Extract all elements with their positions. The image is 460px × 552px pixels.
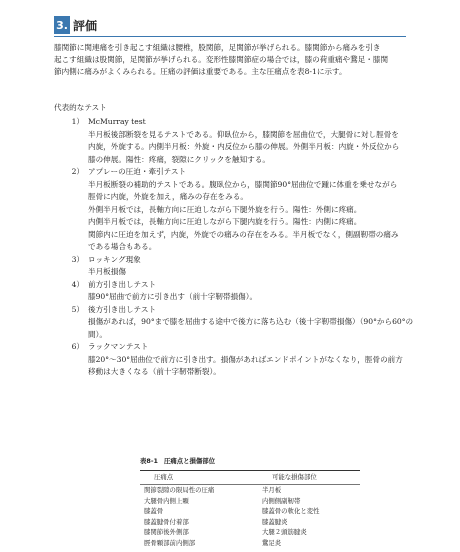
test-item (60, 116, 420, 166)
test-description-line: 膝90°屈曲で前方に引き出す（前十字靭帯損傷）。 (88, 292, 258, 301)
intro-paragraph (54, 42, 414, 78)
table-row (140, 527, 360, 538)
test-item (60, 279, 420, 304)
table-cell: 内側側副靭帯 (262, 496, 301, 505)
table-cell: 膝蓋腱炎 (262, 517, 288, 526)
intro-line: 節内側に痛みがよくみられる。圧痛の評価は重要である。主な圧痛点を表8-1に示す。 (54, 67, 347, 76)
table-cell: 大腿骨内側上顆 (144, 496, 189, 505)
section-title: 評価 (73, 18, 98, 33)
test-description-line: 間）。 (88, 329, 107, 339)
table-caption (140, 456, 360, 466)
table-header-row (140, 471, 360, 484)
test-name: 前方引き出しテスト (88, 279, 157, 289)
table-cell: 大腿２頭筋腱炎 (262, 528, 307, 536)
section-divider (54, 36, 406, 37)
tests-subtitle: 代表的なテスト (54, 103, 107, 112)
tenderness-table (140, 456, 360, 548)
table-row (140, 485, 360, 496)
test-number: 4） (71, 279, 84, 289)
test-name: ラックマンテスト (88, 342, 149, 351)
intro-line: 起こす組織は股関節，足関節が挙げられる。変形性膝関節症の場合では，膝の荷重痛や鵞足・膝関 (54, 55, 389, 64)
test-description-line: 外側半月板では，長軸方向に圧迫しながら下腿外旋を行う。陽性：外側に疼痛。 (88, 204, 362, 214)
test-item (60, 166, 420, 254)
test-name: ロッキング現象 (88, 254, 141, 264)
table-cell: 膝蓋骨 (144, 507, 164, 515)
test-description-line: 移動は大きくなる（前十字靭帯断裂）。 (88, 367, 221, 376)
table-row (140, 517, 360, 528)
test-item (60, 304, 420, 342)
test-description-line: 半月板後部断裂を見るテストである。仰臥位から，膝関節を屈曲位で，大腿骨に対し脛骨を (88, 129, 399, 139)
table-cell: 関節裂隙の限局性の圧痛 (144, 486, 215, 494)
test-description-line: 膝20°～30°屈曲位で前方に引き出す。損傷があればエンドポイントがなくなり，脛骨の前方 (88, 354, 403, 364)
table-header-cell: 可能な損傷部位 (272, 473, 317, 481)
test-number: 2） (71, 167, 84, 176)
test-number: 5） (71, 304, 84, 314)
test-name: 後方引き出しテスト (88, 304, 157, 314)
table-cell: 膝関節後外側部 (144, 528, 189, 536)
test-description-line: 半月板断裂の補助的テストである。腹臥位から，膝関節90°屈曲位で踵に体重を乗せながら (88, 179, 398, 189)
table-row (140, 538, 360, 549)
test-description-line: 内旋，外旋する。内側半月板：外旋・内反位から膝の伸展。外側半月板：内旋・外反位から (88, 142, 400, 151)
table-title: 圧痛点と損傷部位 (163, 457, 216, 465)
section-number-badge: 3. (54, 16, 70, 34)
test-item (60, 254, 420, 279)
test-description-line: である場合もある。 (88, 242, 157, 251)
table-row (140, 506, 360, 517)
test-description-line: 半月板損傷 (88, 267, 126, 276)
test-name: McMurray test (88, 117, 146, 126)
test-name: アプレーの圧迫・牽引テスト (88, 167, 187, 176)
test-description-line: 関節内に圧迫を加えず，内旋，外旋での痛みの存在をみる。半月板でなく，側副靭帯の痛み (88, 229, 399, 239)
table-cell: 膝蓋腱骨付着部 (144, 517, 189, 526)
test-item (60, 341, 420, 379)
test-number: 1） (71, 117, 84, 126)
intro-line: 膝関節に関連痛を引き起こす組織は腰椎，股関節，足関節が挙げられる。膝関節から痛みを引き (54, 43, 381, 52)
table-row (140, 496, 360, 507)
tests-list (60, 116, 420, 379)
test-number: 3） (71, 254, 84, 264)
table-cell: 脛骨顆部前内側部 (144, 538, 196, 547)
test-description-line: 膝の伸展。陽性：疼痛，裂隙にクリックを触知する。 (88, 154, 270, 164)
table-number: 表8-1 (140, 457, 158, 465)
table-cell: 膝蓋骨の軟化と変性 (262, 507, 320, 515)
section-heading (54, 16, 97, 34)
table-cell: 鵞足炎 (262, 538, 282, 547)
table-cell: 半月板 (262, 486, 282, 494)
test-description-line: 脛骨に内旋，外旋を加え，痛みの存在をみる。 (88, 192, 248, 201)
test-description-line: 内側半月板では，長軸方向に圧迫しながら下腿内旋を行う。陽性：内側に疼痛。 (88, 217, 362, 226)
test-number: 6） (71, 342, 84, 351)
table-header-cell: 圧痛点 (154, 473, 174, 481)
test-description-line: 損傷があれば，90°まで膝を屈曲する途中で後方に落ち込む（後十字靭帯損傷）（90°から60°の (88, 317, 414, 326)
